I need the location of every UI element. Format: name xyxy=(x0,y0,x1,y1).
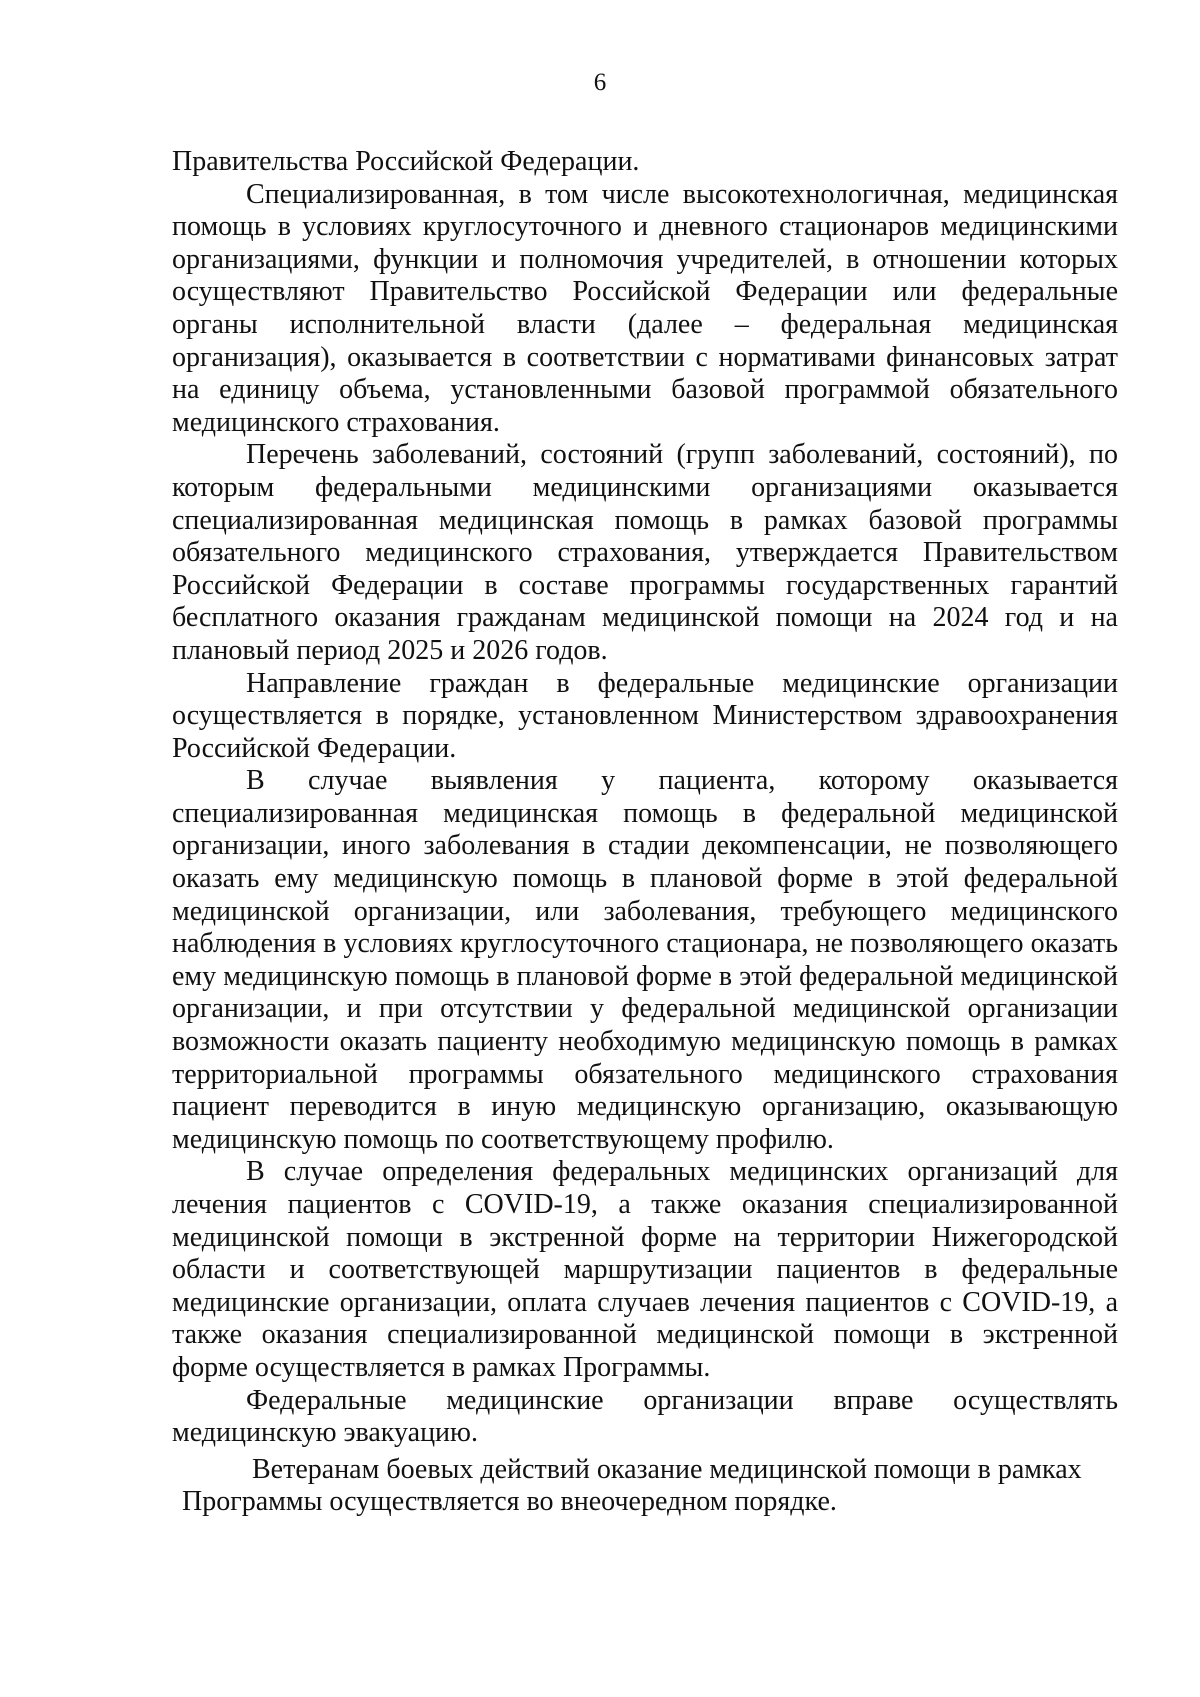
paragraph-continuation: Правительства Российской Федерации. xyxy=(172,146,640,177)
paragraph-disease-list: Перечень заболеваний, состояний (групп заболеваний, состояний), по которым федеральными медицинскими организациями оказывается специализированная медицинская помощь в рамках базовой программы обязательного медицинского страхования, утверждается Правительством Российской Федерации в составе программы государственных гарантий бесплатного оказания гражданам медицинской помощи на 2024 год и на плановый период 2025 и 2026 годов. xyxy=(172,439,1118,666)
paragraph-referral: Направление граждан в федеральные медицинские организации осуществляется в порядке, установленном Министерством здравоохранения Российской Федерации. xyxy=(172,667,1118,764)
paragraph-veterans: Ветеранам боевых действий оказание медицинской помощи в рамках Программы осуществляется во внеочередном порядке. xyxy=(182,1453,1082,1518)
document-body xyxy=(172,146,1118,1519)
paragraph-evacuation: Федеральные медицинские организации вправе осуществлять медицинскую эвакуацию. xyxy=(172,1384,1118,1449)
paragraph-patient-transfer: В случае выявления у пациента, которому оказывается специализированная медицинская помощь в федеральной медицинской организации, иного заболевания в стадии декомпенсации, не позволяющего оказать ему медицинскую помощь в плановой форме в этой федеральной медицинской организации, или заболевания, требующего медицинского наблюдения в условиях круглосуточного стационара, не позволяющего оказать ему медицинскую помощь в плановой форме в этой федеральной медицинской организации, и при отсутствии у федеральной медицинской организации возможности оказать пациенту необходимую медицинскую помощь в рамках территориальной программы обязательного медицинского страхования пациент переводится в иную медицинскую организацию, оказывающую медицинскую помощь по соответствующему профилю. xyxy=(172,765,1118,1155)
paragraph-specialized-care: Специализированная, в том числе высокотехнологичная, медицинская помощь в условиях круглосуточного и дневного стационаров медицинскими организациями, функции и полномочия учредителей, в отношении которых осуществляют Правительство Российской Федерации или федеральные органы исполнительной власти (далее – федеральная медицинская организация), оказывается в соответствии с нормативами финансовых затрат на единицу объема, установленными базовой программой обязательного медицинского страхования. xyxy=(172,178,1118,438)
page-number: 6 xyxy=(593,69,607,96)
paragraph-covid: В случае определения федеральных медицинских организаций для лечения пациентов с COVID-19, а также оказания специализированной медицинской помощи в экстренной форме на территории Нижегородской области и соответствующей маршрутизации пациентов в федеральные медицинские организации, оплата случаев лечения пациентов с COVID-19, а также оказания специализированной медицинской помощи в экстренной форме осуществляется в рамках Программы. xyxy=(172,1156,1118,1383)
